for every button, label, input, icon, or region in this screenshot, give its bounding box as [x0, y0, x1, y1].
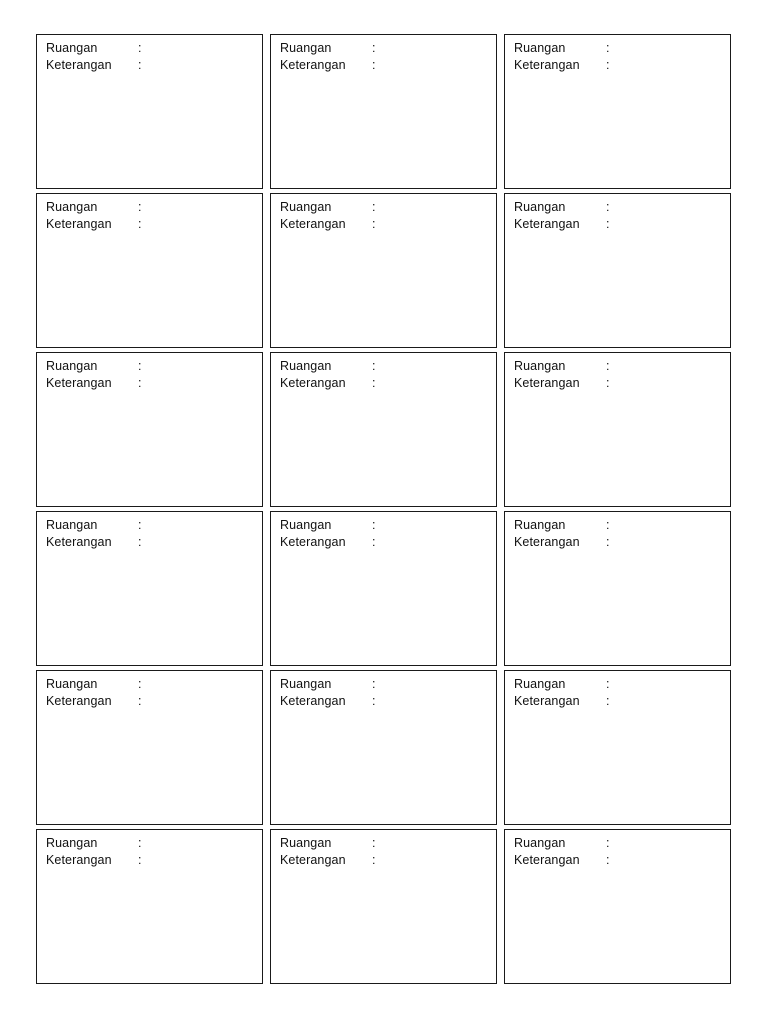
- room-field-label: Ruangan: [280, 200, 332, 214]
- note-field-label: Keterangan: [514, 852, 580, 867]
- room-field-separator: :: [138, 200, 142, 214]
- room-label-card: [36, 34, 263, 189]
- room-field-separator: :: [606, 836, 610, 850]
- room-field-label: Ruangan: [514, 359, 566, 373]
- room-field-label: Ruangan: [280, 41, 332, 55]
- room-label-card: [36, 511, 263, 666]
- room-field-label: Ruangan: [46, 359, 98, 373]
- note-field: [280, 375, 496, 392]
- room-field-separator: :: [372, 41, 376, 55]
- room-field-label: Ruangan: [280, 836, 332, 850]
- room-label-card: [270, 829, 497, 984]
- room-field-separator: :: [606, 359, 610, 373]
- room-field-separator: :: [372, 200, 376, 214]
- note-field: [280, 216, 496, 233]
- room-field: [280, 199, 496, 216]
- room-field: [514, 199, 730, 216]
- room-field-separator: :: [138, 677, 142, 691]
- room-field: [514, 676, 730, 693]
- room-field-separator: :: [138, 836, 142, 850]
- room-field-separator: :: [372, 836, 376, 850]
- room-field: [514, 40, 730, 57]
- room-label-card: [36, 193, 263, 348]
- note-field: [46, 375, 262, 392]
- note-field-separator: :: [372, 57, 376, 72]
- room-field-separator: :: [372, 359, 376, 373]
- note-field-label: Keterangan: [280, 693, 346, 708]
- note-field-separator: :: [138, 693, 142, 708]
- room-label-card: [270, 511, 497, 666]
- note-field-label: Keterangan: [514, 57, 580, 72]
- note-field-separator: :: [138, 534, 142, 549]
- note-field-label: Keterangan: [514, 534, 580, 549]
- note-field: [280, 534, 496, 551]
- note-field-label: Keterangan: [280, 57, 346, 72]
- note-field-separator: :: [606, 57, 610, 72]
- note-field-separator: :: [606, 534, 610, 549]
- note-field-label: Keterangan: [280, 216, 346, 231]
- note-field: [514, 534, 730, 551]
- note-field-separator: :: [372, 216, 376, 231]
- room-label-card: [36, 670, 263, 825]
- room-field: [46, 517, 262, 534]
- room-field-label: Ruangan: [46, 677, 98, 691]
- note-field-separator: :: [138, 216, 142, 231]
- note-field-label: Keterangan: [46, 57, 112, 72]
- room-label-card: [504, 34, 731, 189]
- note-field-label: Keterangan: [280, 375, 346, 390]
- note-field-separator: :: [372, 693, 376, 708]
- note-field-separator: :: [606, 693, 610, 708]
- note-field: [514, 216, 730, 233]
- room-field-separator: :: [606, 677, 610, 691]
- room-field: [514, 517, 730, 534]
- note-field-separator: :: [372, 375, 376, 390]
- note-field-label: Keterangan: [514, 216, 580, 231]
- note-field-label: Keterangan: [46, 375, 112, 390]
- room-label-card: [504, 352, 731, 507]
- room-field: [46, 358, 262, 375]
- room-field: [46, 199, 262, 216]
- note-field: [280, 57, 496, 74]
- note-field-separator: :: [606, 216, 610, 231]
- note-field-label: Keterangan: [46, 216, 112, 231]
- note-field: [46, 534, 262, 551]
- room-field: [514, 835, 730, 852]
- room-field-label: Ruangan: [280, 518, 332, 532]
- note-field-label: Keterangan: [514, 693, 580, 708]
- room-label-card: [504, 670, 731, 825]
- room-field: [280, 517, 496, 534]
- room-label-card: [270, 193, 497, 348]
- room-field-separator: :: [606, 41, 610, 55]
- room-field-label: Ruangan: [46, 200, 98, 214]
- room-field-label: Ruangan: [280, 677, 332, 691]
- note-field-label: Keterangan: [514, 375, 580, 390]
- room-field: [46, 835, 262, 852]
- note-field-separator: :: [138, 57, 142, 72]
- note-field-label: Keterangan: [46, 534, 112, 549]
- room-field: [46, 676, 262, 693]
- note-field: [46, 216, 262, 233]
- room-field-separator: :: [138, 518, 142, 532]
- room-field-label: Ruangan: [514, 518, 566, 532]
- room-label-card: [36, 829, 263, 984]
- note-field: [46, 693, 262, 710]
- room-field-label: Ruangan: [514, 41, 566, 55]
- note-field: [46, 57, 262, 74]
- note-field-separator: :: [372, 852, 376, 867]
- room-field: [514, 358, 730, 375]
- room-field-separator: :: [138, 41, 142, 55]
- note-field: [514, 57, 730, 74]
- note-field: [280, 693, 496, 710]
- room-field: [46, 40, 262, 57]
- note-field-separator: :: [372, 534, 376, 549]
- room-field-label: Ruangan: [46, 836, 98, 850]
- room-field-label: Ruangan: [514, 836, 566, 850]
- room-label-card: [36, 352, 263, 507]
- room-label-card: [270, 670, 497, 825]
- room-field: [280, 358, 496, 375]
- room-field: [280, 40, 496, 57]
- room-field: [280, 676, 496, 693]
- note-field-label: Keterangan: [46, 852, 112, 867]
- note-field-label: Keterangan: [46, 693, 112, 708]
- room-field: [280, 835, 496, 852]
- note-field: [46, 852, 262, 869]
- room-field-label: Ruangan: [280, 359, 332, 373]
- note-field-label: Keterangan: [280, 534, 346, 549]
- note-field: [514, 852, 730, 869]
- room-field-separator: :: [606, 200, 610, 214]
- note-field-label: Keterangan: [280, 852, 346, 867]
- room-label-card: [504, 193, 731, 348]
- note-field-separator: :: [606, 852, 610, 867]
- room-field-label: Ruangan: [514, 200, 566, 214]
- room-field-label: Ruangan: [514, 677, 566, 691]
- room-label-card: [270, 352, 497, 507]
- room-field-separator: :: [606, 518, 610, 532]
- room-label-card: [504, 829, 731, 984]
- note-field: [280, 852, 496, 869]
- note-field-separator: :: [138, 852, 142, 867]
- room-field-separator: :: [372, 677, 376, 691]
- label-sheet: [36, 34, 733, 984]
- room-field-label: Ruangan: [46, 41, 98, 55]
- room-field-separator: :: [372, 518, 376, 532]
- room-label-card: [270, 34, 497, 189]
- note-field-separator: :: [138, 375, 142, 390]
- note-field: [514, 693, 730, 710]
- room-field-separator: :: [138, 359, 142, 373]
- note-field-separator: :: [606, 375, 610, 390]
- room-label-card: [504, 511, 731, 666]
- note-field: [514, 375, 730, 392]
- room-field-label: Ruangan: [46, 518, 98, 532]
